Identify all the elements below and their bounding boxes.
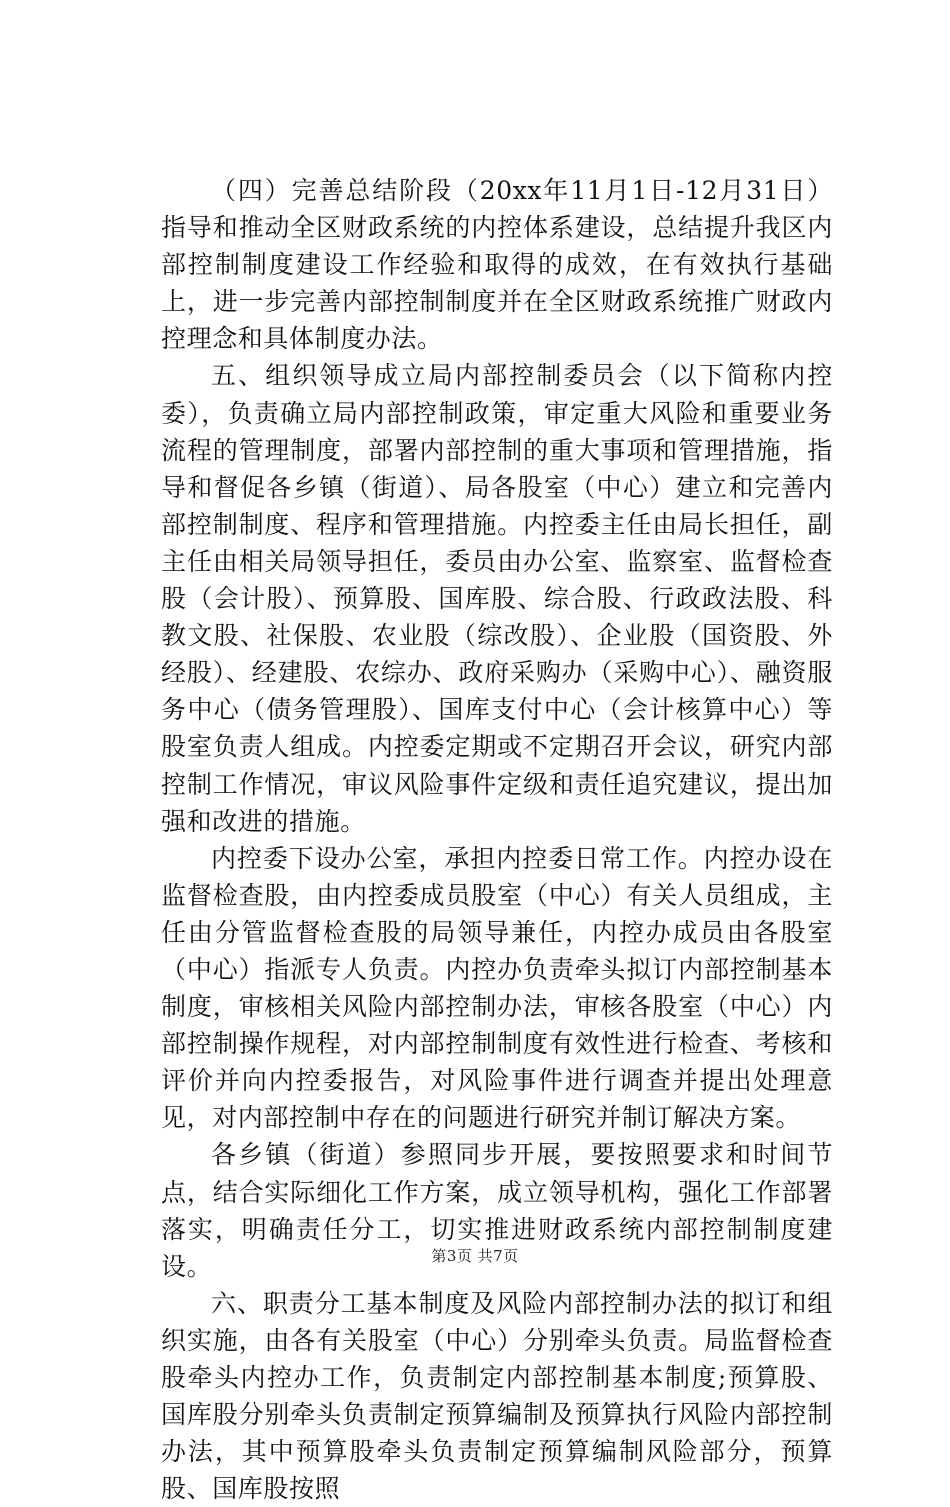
paragraph-townships: 各乡镇（街道）参照同步开展，要按照要求和时间节点，结合实际细化工作方案，成立领导机构，强化工作部署落实，明确责任分工，切实推进财政系统内部控制制度建设。 bbox=[161, 1140, 833, 1281]
document-body bbox=[161, 172, 833, 1507]
page-footer: 第3页 共7页 bbox=[431, 1247, 519, 1265]
paragraph-organization-leadership: 五、组织领导成立局内部控制委员会（以下简称内控委），负责确立局内部控制政策，审定重大风险和重要业务流程的管理制度，部署内部控制的重大事项和管理措施，指导和督促各乡镇（街道）、局各股室（中心）建立和完善内部控制制度、程序和管理措施。内控委主任由局长担任，副主任由相关局领导担任，委员由办公室、监察室、监督检查股（会计股）、预算股、国库股、综合股、行政政法股、科教文股、社保股、农业股（综改股）、企业股（国资股、外经股）、经建股、农综办、政府采购办（采购中心）、融资服务中心（债务管理股）、国库支付中心（会计核算中心）等股室负责人组成。内控委定期或不定期召开会议，研究内部控制工作情况，审议风险事件定级和责任追究建议，提出加强和改进的措施。 bbox=[161, 361, 833, 836]
paragraph-completion-stage: （四）完善总结阶段（20xx年11月1日-12月31日）指导和推动全区财政系统的内控体系建设，总结提升我区内部控制制度建设工作经验和取得的成效，在有效执行基础上，进一步完善内部控制制度并在全区财政系统推广财政内控理念和具体制度办法。 bbox=[161, 176, 833, 354]
paragraph-control-office: 内控委下设办公室，承担内控委日常工作。内控办设在监督检查股，由内控委成员股室（中心）有关人员组成，主任由分管监督检查股的局领导兼任，内控办成员由各股室（中心）指派专人负责。内控办负责牵头拟订内部控制基本制度，审核相关风险内部控制办法，审核各股室（中心）内部控制操作规程，对内部控制制度有效性进行检查、考核和评价并向内控委报告，对风险事件进行调查并提出处理意见，对内部控制中存在的问题进行研究并制订解决方案。 bbox=[161, 843, 833, 1133]
paragraph-duty-division: 六、职责分工基本制度及风险内部控制办法的拟订和组织实施，由各有关股室（中心）分别牵头负责。局监督检查股牵头内控办工作，负责制定内部控制基本制度;预算股、国库股分别牵头负责制定预算编制及预算执行风险内部控制办法，其中预算股牵头负责制定预算编制风险部分，预算股、国库股按照 bbox=[161, 1288, 833, 1504]
